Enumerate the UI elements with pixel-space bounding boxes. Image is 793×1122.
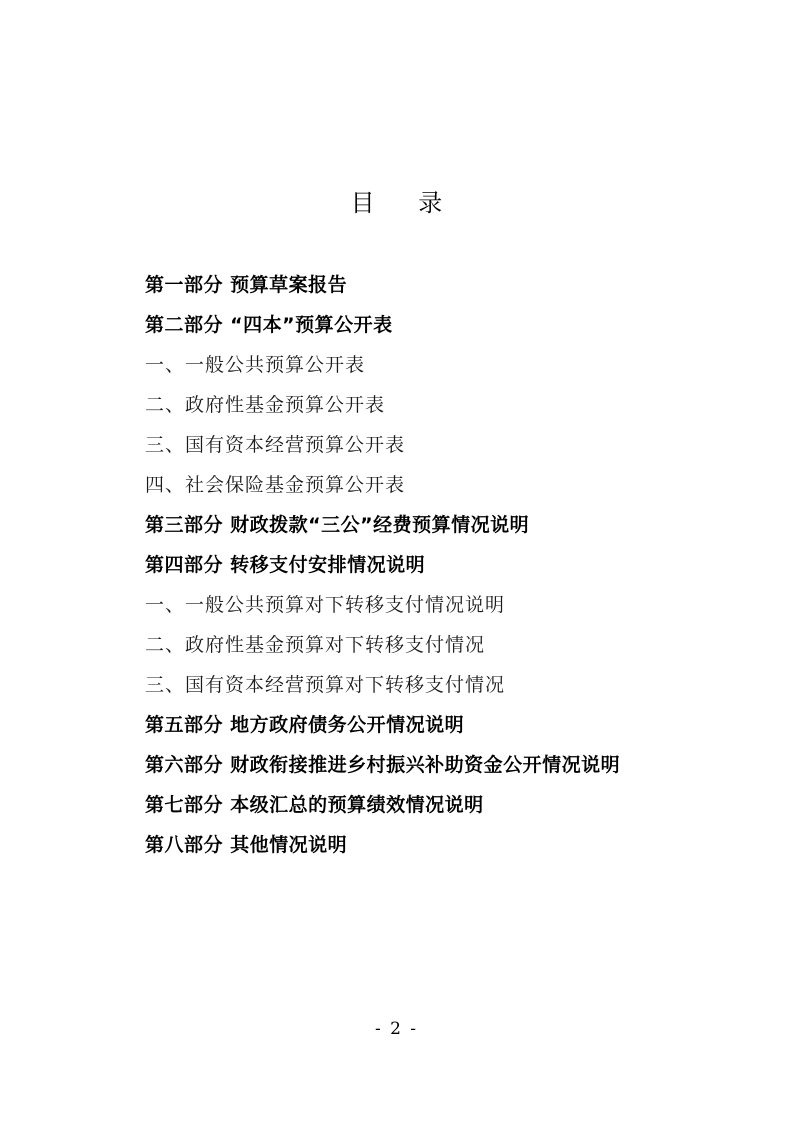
toc-item-part-5[interactable]: 第五部分 地方政府债务公开情况说明: [145, 714, 465, 736]
toc-item-part-8[interactable]: 第八部分 其他情况说明: [145, 834, 348, 856]
toc-item-section-2-3[interactable]: 三、国有资本经营预算公开表: [145, 434, 406, 456]
toc-item-section-2-4[interactable]: 四、社会保险基金预算公开表: [145, 474, 406, 496]
toc-item-part-4[interactable]: 第四部分 转移支付安排情况说明: [145, 554, 426, 576]
toc-title: 目 录: [350, 189, 461, 217]
toc-item-part-7[interactable]: 第七部分 本级汇总的预算绩效情况说明: [145, 794, 484, 816]
page-number: - 2 -: [374, 1019, 419, 1039]
toc-item-section-4-3[interactable]: 三、国有资本经营预算对下转移支付情况: [145, 674, 506, 696]
toc-item-part-2[interactable]: 第二部分 “四本”预算公开表: [145, 314, 393, 336]
toc-item-section-4-1[interactable]: 一、一般公共预算对下转移支付情况说明: [145, 594, 506, 616]
toc-item-part-1[interactable]: 第一部分 预算草案报告: [145, 274, 348, 296]
toc-item-part-3[interactable]: 第三部分 财政拨款“三公”经费预算情况说明: [145, 514, 530, 536]
toc-item-section-2-1[interactable]: 一、一般公共预算公开表: [145, 354, 366, 376]
toc-item-section-4-2[interactable]: 二、政府性基金预算对下转移支付情况: [145, 634, 486, 656]
table-of-contents: [145, 268, 765, 868]
toc-item-part-6[interactable]: 第六部分 财政衔接推进乡村振兴补助资金公开情况说明: [145, 754, 621, 776]
toc-item-section-2-2[interactable]: 二、政府性基金预算公开表: [145, 394, 386, 416]
